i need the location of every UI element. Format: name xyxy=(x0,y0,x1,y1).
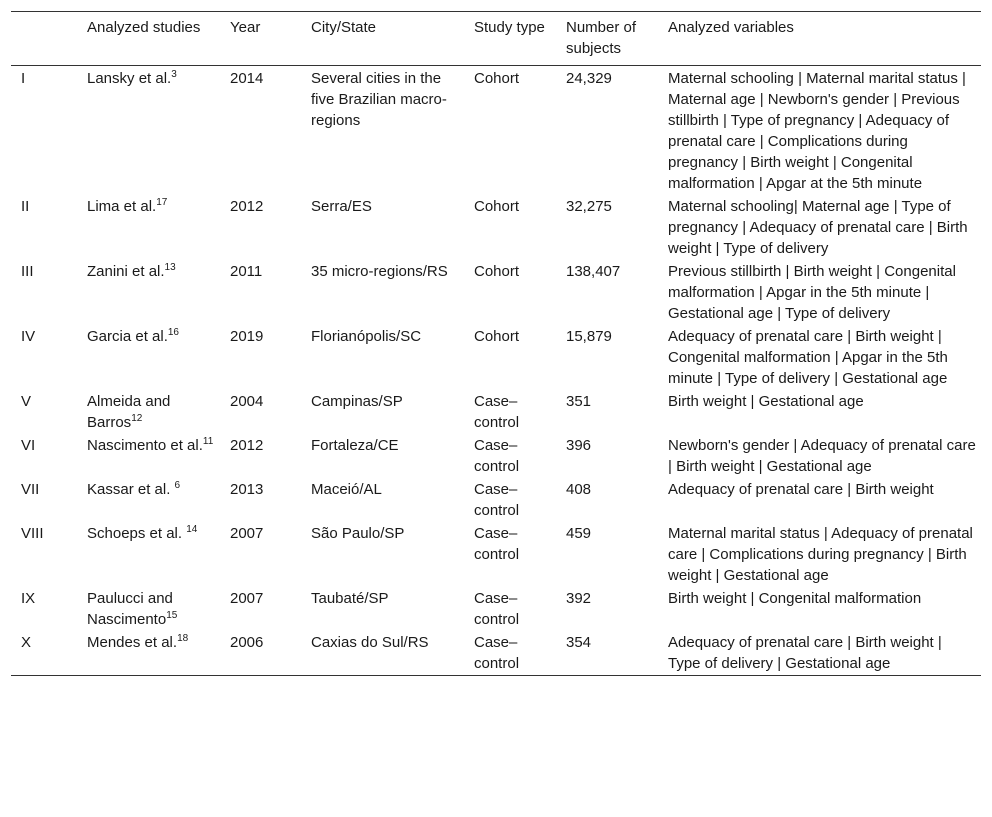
number-of-subjects xyxy=(556,195,658,260)
analyzed-variables-text: Adequacy of prenatal care | Birth weight xyxy=(668,481,934,498)
year-text: 2013 xyxy=(230,481,264,498)
year xyxy=(220,587,301,631)
row-id xyxy=(11,390,77,434)
row-id xyxy=(11,478,77,522)
city-state-text: Several cities in the five Brazilian macro-regions xyxy=(311,70,447,129)
study-type xyxy=(464,522,556,587)
study-type xyxy=(464,390,556,434)
number-of-subjects xyxy=(556,522,658,587)
row-id xyxy=(11,587,77,631)
study-type-text: Cohort xyxy=(474,263,520,280)
analyzed-variables-text: Maternal marital status | Adequacy of prenatal care | Complications during pregnancy | Birth weight | Gestational age xyxy=(668,525,973,584)
study-type xyxy=(464,195,556,260)
city-state-text: Taubaté/SP xyxy=(311,590,389,607)
analyzed-variables-text: Newborn's gender | Adequacy of prenatal care | Birth weight | Gestational age xyxy=(668,437,976,475)
row-id xyxy=(11,631,77,676)
study-name xyxy=(77,434,220,478)
year-text: 2012 xyxy=(230,437,264,454)
number-of-subjects xyxy=(556,260,658,325)
number-of-subjects-text: 354 xyxy=(566,634,592,651)
year xyxy=(220,260,301,325)
row-id-text: VIII xyxy=(21,525,44,542)
city-state-text: 35 micro-regions/RS xyxy=(311,263,448,280)
table-row xyxy=(11,434,981,478)
table-row xyxy=(11,631,981,676)
study-type xyxy=(464,260,556,325)
number-of-subjects-text: 459 xyxy=(566,525,592,542)
analyzed-variables-text: Adequacy of prenatal care | Birth weight | Congenital malformation | Apgar in the 5th minute | Type of delivery | Gestational age xyxy=(668,328,948,387)
year-text: 2014 xyxy=(230,70,264,87)
table-row xyxy=(11,66,981,196)
study-type-text: Case–control xyxy=(474,437,520,475)
row-id xyxy=(11,522,77,587)
reference-number: 16 xyxy=(167,327,179,338)
study-name-text: Paulucci and Nascimento xyxy=(87,590,173,628)
year-text: 2004 xyxy=(230,393,264,410)
study-type-text: Cohort xyxy=(474,328,520,345)
table-row xyxy=(11,390,981,434)
year xyxy=(220,66,301,196)
study-name xyxy=(77,390,220,434)
analyzed-variables xyxy=(658,631,981,676)
number-of-subjects-text: 396 xyxy=(566,437,592,454)
header-id xyxy=(11,12,77,66)
study-name xyxy=(77,631,220,676)
study-name-text: Lima et al. xyxy=(87,198,157,215)
reference-number: 13 xyxy=(164,262,176,273)
number-of-subjects xyxy=(556,587,658,631)
number-of-subjects xyxy=(556,390,658,434)
number-of-subjects-text: 15,879 xyxy=(566,328,612,345)
number-of-subjects xyxy=(556,478,658,522)
analyzed-variables xyxy=(658,66,981,196)
city-state xyxy=(301,434,464,478)
reference-number: 17 xyxy=(156,197,168,208)
number-of-subjects xyxy=(556,325,658,390)
analyzed-variables xyxy=(658,434,981,478)
study-type-text: Cohort xyxy=(474,198,520,215)
studies-table-container xyxy=(11,11,981,676)
city-state xyxy=(301,66,464,196)
year xyxy=(220,478,301,522)
study-type-text: Case–control xyxy=(474,393,520,431)
table-row xyxy=(11,587,981,631)
analyzed-variables-text: Birth weight | Congenital malformation xyxy=(668,590,922,607)
reference-number: 6 xyxy=(174,480,181,491)
table-row xyxy=(11,260,981,325)
row-id-text: V xyxy=(21,393,32,410)
row-id-text: I xyxy=(21,70,26,87)
row-id-text: VI xyxy=(21,437,36,454)
number-of-subjects-text: 351 xyxy=(566,393,592,410)
study-name-text: Garcia et al. xyxy=(87,328,168,345)
table-row xyxy=(11,522,981,587)
number-of-subjects-text: 392 xyxy=(566,590,592,607)
analyzed-variables xyxy=(658,260,981,325)
study-name-text: Almeida and Barros xyxy=(87,393,171,431)
number-of-subjects-text: 138,407 xyxy=(566,263,621,280)
city-state-text: Campinas/SP xyxy=(311,393,403,410)
row-id xyxy=(11,260,77,325)
analyzed-variables xyxy=(658,195,981,260)
study-name xyxy=(77,478,220,522)
number-of-subjects xyxy=(556,434,658,478)
city-state xyxy=(301,587,464,631)
number-of-subjects-text: 24,329 xyxy=(566,70,612,87)
number-of-subjects-text: 408 xyxy=(566,481,592,498)
year xyxy=(220,631,301,676)
analyzed-variables xyxy=(658,325,981,390)
reference-number: 12 xyxy=(131,413,143,424)
header-variables: Analyzed variables xyxy=(668,19,794,36)
study-type xyxy=(464,631,556,676)
reference-number: 3 xyxy=(171,69,177,80)
study-type-text: Cohort xyxy=(474,70,520,87)
header-subjects: Number of subjects xyxy=(566,19,637,57)
analyzed-variables xyxy=(658,522,981,587)
header-studies: Analyzed studies xyxy=(87,19,201,36)
city-state-text: Caxias do Sul/RS xyxy=(311,634,429,651)
city-state xyxy=(301,195,464,260)
study-type-text: Case–control xyxy=(474,590,520,628)
city-state-text: Fortaleza/CE xyxy=(311,437,399,454)
number-of-subjects xyxy=(556,631,658,676)
year xyxy=(220,434,301,478)
year-text: 2006 xyxy=(230,634,264,651)
header-row xyxy=(11,12,981,66)
reference-number: 15 xyxy=(166,610,178,621)
row-id-text: X xyxy=(21,634,32,651)
year-text: 2011 xyxy=(230,263,263,280)
study-type-text: Case–control xyxy=(474,525,520,563)
table-row xyxy=(11,478,981,522)
city-state-text: São Paulo/SP xyxy=(311,525,405,542)
year-text: 2007 xyxy=(230,525,264,542)
row-id xyxy=(11,325,77,390)
study-name-text: Zanini et al. xyxy=(87,263,165,280)
city-state-text: Florianópolis/SC xyxy=(311,328,422,345)
number-of-subjects-text: 32,275 xyxy=(566,198,612,215)
city-state-text: Serra/ES xyxy=(311,198,372,215)
city-state-text: Maceió/AL xyxy=(311,481,382,498)
city-state xyxy=(301,522,464,587)
header-city: City/State xyxy=(311,19,377,36)
row-id xyxy=(11,195,77,260)
city-state xyxy=(301,325,464,390)
analyzed-variables xyxy=(658,587,981,631)
study-type-text: Case–control xyxy=(474,634,520,672)
analyzed-variables-text: Previous stillbirth | Birth weight | Congenital malformation | Apgar in the 5th minute | Gestational age | Type of delivery xyxy=(668,263,956,322)
analyzed-variables xyxy=(658,478,981,522)
year-text: 2012 xyxy=(230,198,264,215)
study-name xyxy=(77,260,220,325)
reference-number: 18 xyxy=(177,633,189,644)
number-of-subjects xyxy=(556,66,658,196)
year-text: 2019 xyxy=(230,328,264,345)
study-type xyxy=(464,66,556,196)
study-type xyxy=(464,325,556,390)
study-type xyxy=(464,434,556,478)
study-type-text: Case–control xyxy=(474,481,520,519)
row-id xyxy=(11,434,77,478)
study-name-text: Lansky et al. xyxy=(87,70,172,87)
analyzed-variables-text: Maternal schooling| Maternal age | Type of pregnancy | Adequacy of prenatal care | Birth weight | Type of delivery xyxy=(668,198,968,257)
analyzed-variables xyxy=(658,390,981,434)
year xyxy=(220,390,301,434)
header-year: Year xyxy=(230,19,261,36)
study-name xyxy=(77,587,220,631)
analyzed-variables-text: Adequacy of prenatal care | Birth weight | Type of delivery | Gestational age xyxy=(668,634,942,672)
row-id-text: IV xyxy=(21,328,36,345)
year xyxy=(220,325,301,390)
study-name xyxy=(77,66,220,196)
study-name xyxy=(77,522,220,587)
reference-number: 11 xyxy=(202,436,214,447)
row-id-text: VII xyxy=(21,481,40,498)
study-name-text: Mendes et al. xyxy=(87,634,178,651)
city-state xyxy=(301,260,464,325)
year-text: 2007 xyxy=(230,590,264,607)
study-name-text: Kassar et al. xyxy=(87,481,175,498)
row-id-text: II xyxy=(21,198,30,215)
row-id xyxy=(11,66,77,196)
table-row xyxy=(11,325,981,390)
city-state xyxy=(301,390,464,434)
row-id-text: IX xyxy=(21,590,36,607)
year xyxy=(220,522,301,587)
row-id-text: III xyxy=(21,263,34,280)
studies-table xyxy=(11,11,981,676)
reference-number: 14 xyxy=(186,524,198,535)
city-state xyxy=(301,631,464,676)
study-name-text: Nascimento et al. xyxy=(87,437,203,454)
study-type xyxy=(464,587,556,631)
analyzed-variables-text: Maternal schooling | Maternal marital status | Maternal age | Newborn's gender | Previous stillbirth | Type of pregnancy | Adequacy of prenatal care | Complications during pregnancy | Birth weight | Congenital malformation | Apgar at the 5th minute xyxy=(668,70,966,192)
year xyxy=(220,195,301,260)
city-state xyxy=(301,478,464,522)
table-row xyxy=(11,195,981,260)
header-type: Study type xyxy=(474,19,545,36)
study-name-text: Schoeps et al. xyxy=(87,525,187,542)
study-name xyxy=(77,325,220,390)
study-name xyxy=(77,195,220,260)
study-type xyxy=(464,478,556,522)
analyzed-variables-text: Birth weight | Gestational age xyxy=(668,393,864,410)
